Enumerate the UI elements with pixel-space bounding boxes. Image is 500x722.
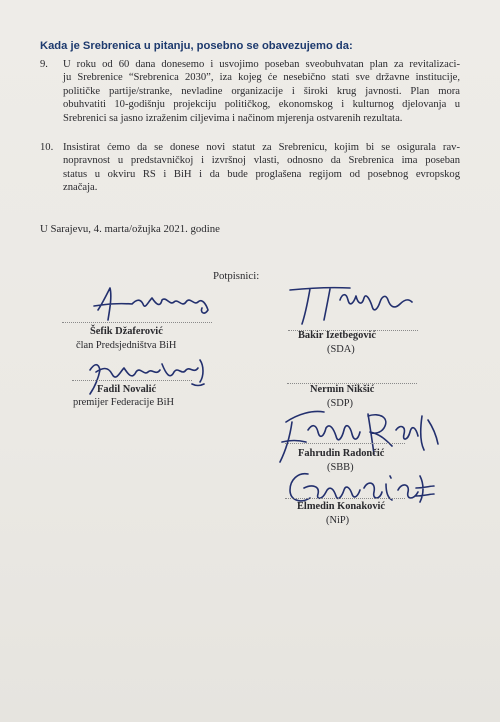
item-line: status u okviru RS i BiH i da bude proglašena regijom od posebnog evropskog xyxy=(63,168,460,180)
signatory-title: premijer Federacije BiH xyxy=(73,397,174,408)
item-line: Srebrenici sa jasno izraženim ciljevima i načinom mjerenja ostvarenih rezultata. xyxy=(63,112,403,124)
signature-line xyxy=(72,380,192,381)
signatory-name: Fadil Novalić xyxy=(97,384,157,395)
item-line: političke partije/stranke, nevladine organizacije i široki krug javnosti. Plan mora xyxy=(63,85,460,97)
signatory-name: Fahrudin Radončić xyxy=(298,448,385,459)
signatory-title: (NiP) xyxy=(326,515,350,526)
signatory-name: Bakir Izetbegović xyxy=(298,330,377,341)
signatory-title: član Predsjedništva BiH xyxy=(76,340,177,351)
item-text xyxy=(63,141,460,195)
signatory-title: (SDP) xyxy=(327,398,353,409)
date-line: U Sarajevu, 4. marta/ožujka 2021. godine xyxy=(40,223,220,235)
signatory-name: Šefik Džaferović xyxy=(90,326,163,337)
signatory-name: Elmedin Konaković xyxy=(297,501,386,512)
signature-line xyxy=(285,498,405,499)
item-line: nopravnost u predstavničkoj i izvršnoj vlasti, odnosno da Srebrenica ima poseban xyxy=(63,155,460,167)
item-number: 10. xyxy=(40,142,54,153)
item-line: obuhvatiti 10-godišnju projekciju političkog, ekonomskog i kulturnog djelovanja u xyxy=(63,99,460,111)
item-line: značaja. xyxy=(63,182,98,194)
signatory-name: Nermin Nikšić xyxy=(310,384,375,395)
item-text xyxy=(63,58,460,125)
item-line: Insistirat ćemo da se donese novi statut za Srebrenicu, kojim bi se osigurala rav- xyxy=(63,142,460,153)
signatory-title: (SBB) xyxy=(327,462,354,473)
signature-line xyxy=(285,443,405,444)
list-item-9 xyxy=(40,58,460,125)
item-line: U roku od 60 dana donesemo i usvojimo poseban sveobuhvatan plan za revitalizaci- xyxy=(63,59,460,70)
signers-title: Potpisnici: xyxy=(213,270,260,282)
signature-line xyxy=(62,322,212,323)
signature-dzaferovic xyxy=(88,282,218,327)
item-number: 9. xyxy=(40,59,48,70)
signatory-title: (SDA) xyxy=(327,344,355,355)
section-heading: Kada je Srebrenica u pitanju, posebno se obavezujemo da: xyxy=(40,40,353,52)
list-item-10 xyxy=(40,141,460,195)
signature-izetbegovic xyxy=(270,280,420,330)
item-line: ju Srebrenice “Srebrenica 2030”, iza kojeg će nesebično stati sve državne institucije, xyxy=(63,72,460,84)
